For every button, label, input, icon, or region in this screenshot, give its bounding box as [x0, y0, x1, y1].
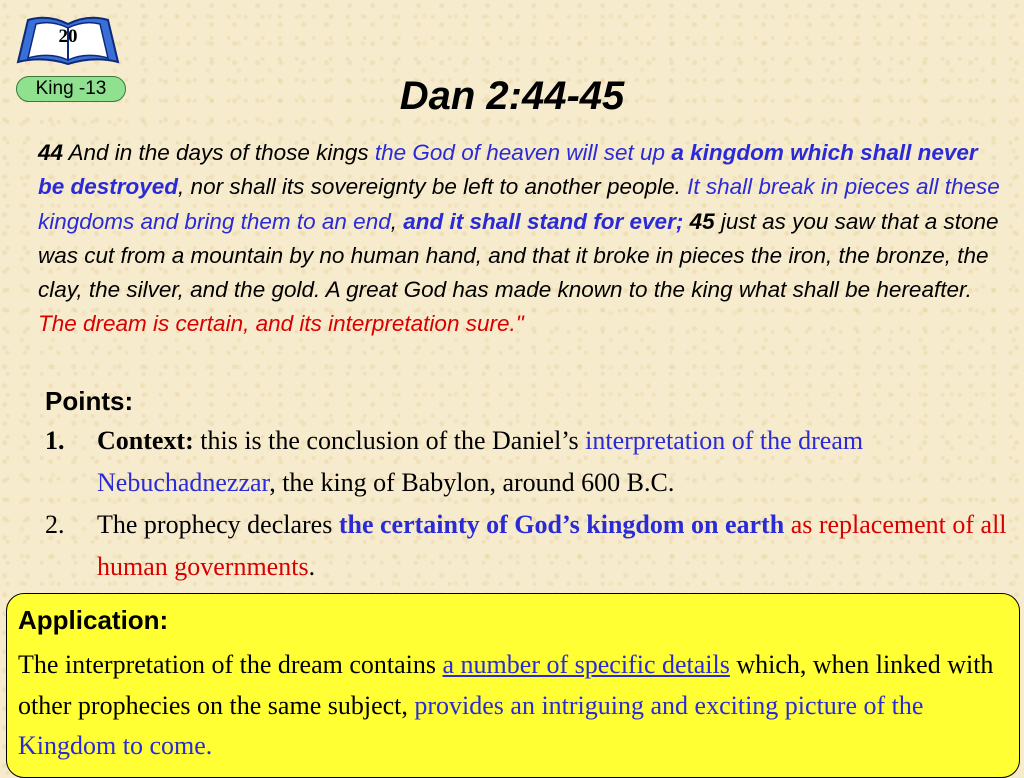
verse-highlight-red: The dream is certain, and its interpretation sure."	[38, 311, 524, 337]
point-text: this is the conclusion of the Daniel’s	[193, 426, 586, 455]
verse-highlight: It shall break in pieces all these kingdoms and bring them to an end	[38, 174, 1000, 234]
page-title: Dan 2:44-45	[399, 74, 625, 118]
point-label: Context:	[97, 426, 194, 455]
verse-number-45: 45	[683, 208, 715, 234]
list-item-text	[97, 504, 1015, 588]
point-highlight-bold: the certainty of God’s kingdom on earth	[338, 510, 785, 539]
application-text	[18, 645, 1008, 767]
verse-text: ,	[390, 208, 404, 234]
series-badge: King -13	[16, 76, 126, 102]
point-highlight-red: as replacement of all human governments	[97, 510, 1007, 581]
points-heading: Points:	[45, 386, 134, 416]
list-item-text	[97, 420, 1015, 504]
points-list	[45, 420, 1015, 588]
list-item	[45, 504, 1015, 588]
application-plain: which, when linked with other prophecies on the same subject,	[18, 650, 994, 720]
application-underlined: a number of specific details	[442, 650, 730, 679]
verse-highlight-bold: and it shall stand for ever;	[403, 208, 684, 234]
verse-highlight: the God of heaven will set up	[374, 140, 672, 165]
application-highlight: provides an intriguing and exciting picture of the Kingdom to come.	[18, 690, 924, 760]
verse-number-44: 44	[38, 140, 64, 165]
application-heading: Application:	[18, 605, 169, 635]
slide-number: 20	[58, 26, 78, 47]
point-text: .	[308, 552, 316, 581]
point-highlight: interpretation of the dream Nebuchadnezzar	[97, 426, 864, 497]
scripture-passage	[38, 136, 1008, 342]
list-item	[45, 420, 1015, 504]
verse-text: , nor shall its sovereignty be left to another people.	[178, 174, 688, 200]
list-item-number: 1.	[45, 426, 65, 455]
point-text: , the king of Babylon, around 600 B.C.	[269, 468, 675, 497]
verse-text: just as you saw that a stone was cut from a mountain by no human hand, and that it broke in pieces the iron, the bronze, the clay, the silver, and the gold. A great God has made known to the king what shall be hereafter.	[38, 208, 999, 303]
open-book-icon	[14, 12, 122, 70]
application-plain: The interpretation of the dream contains	[18, 650, 443, 679]
verse-highlight-bold: a kingdom which shall never be destroyed	[38, 140, 978, 200]
list-item-number: 2.	[45, 510, 65, 539]
verse-text: And in the days of those kings	[63, 140, 375, 165]
point-text: The prophecy declares	[97, 510, 339, 539]
